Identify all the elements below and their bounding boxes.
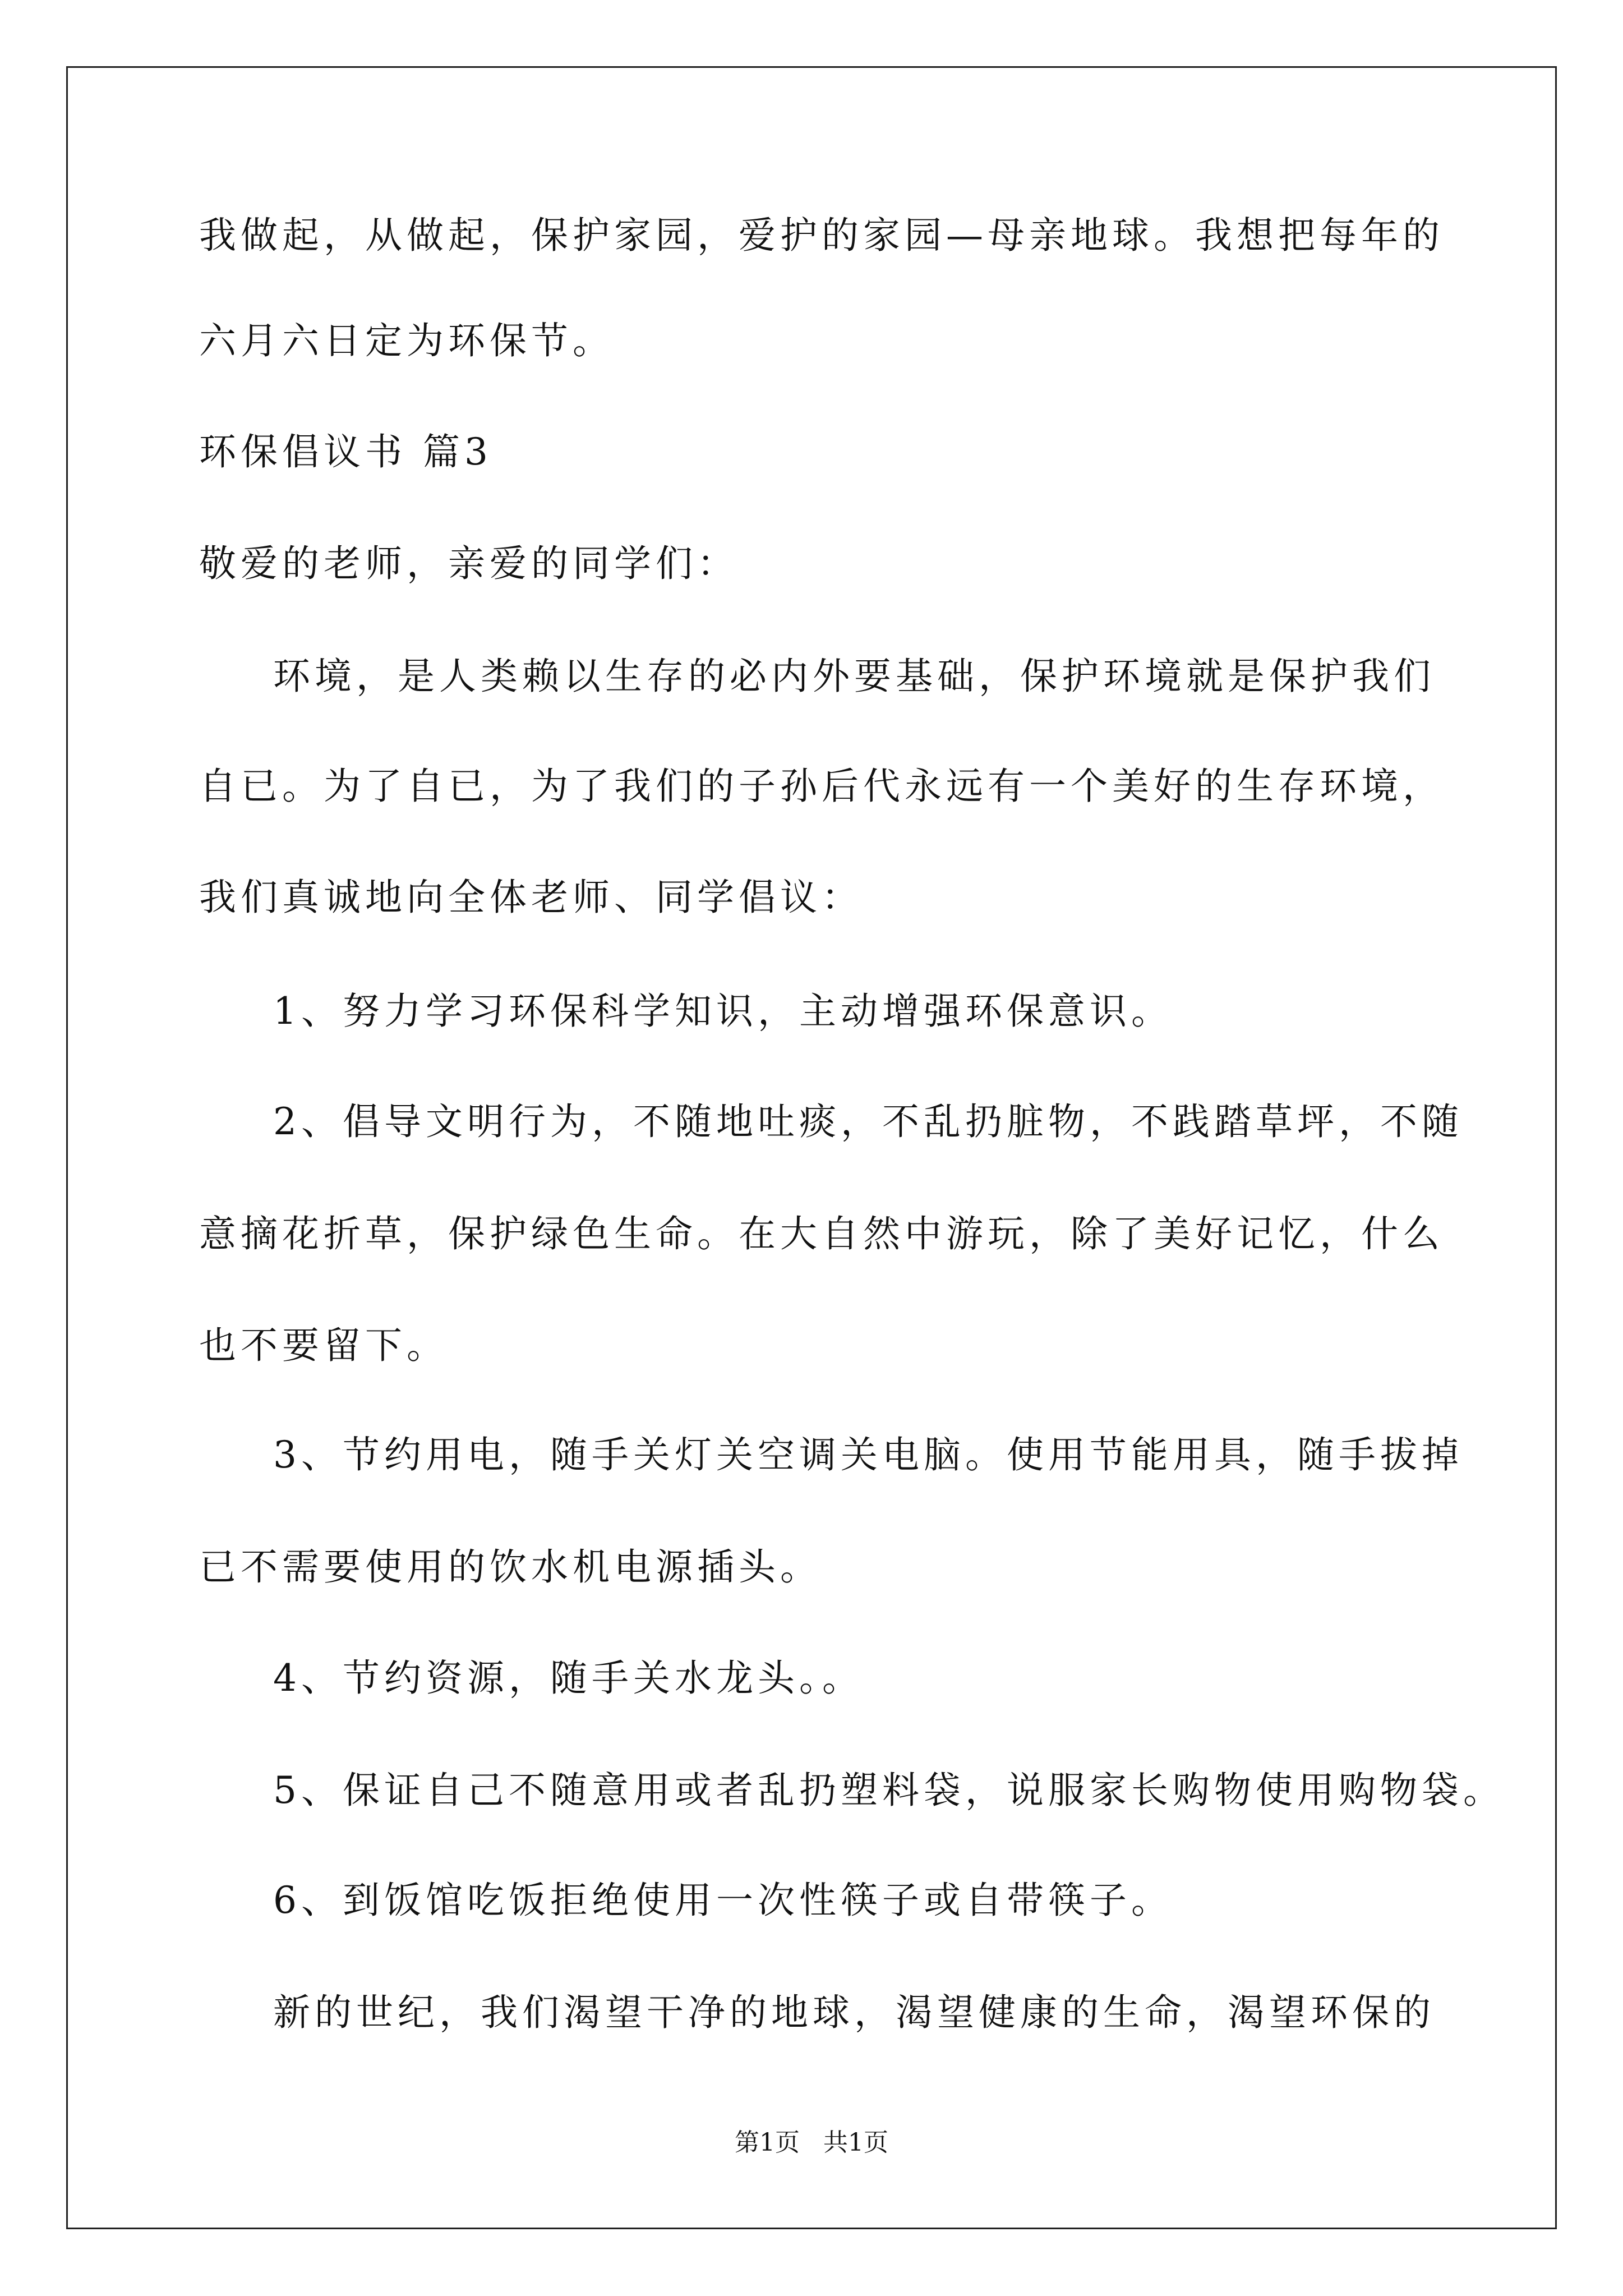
text-line: 自已。为了自已，为了我们的子孙后代永远有一个美好的生存环境， [199,765,1444,808]
section-heading: 环保倡议书 篇3 [199,430,492,473]
text-line: 也不要留下。 [199,1324,448,1367]
list-item: 5、保证自己不随意用或者乱扔塑料袋，说服家长购物使用购物袋。 [273,1769,1505,1812]
text-line: 环境，是人类赖以生存的必内外要基础，保护环境就是保护我们 [273,655,1435,698]
text-line: 已不需要使用的饮水机电源插头。 [199,1545,822,1589]
text-line: 新的世纪，我们渴望干净的地球，渴望健康的生命，渴望环保的 [273,1991,1435,2034]
text-line: 意摘花折草，保护绿色生命。在大自然中游玩，除了美好记忆，什么 [199,1212,1444,1255]
text-line: 我做起，从做起，保护家园，爱护的家园—母亲地球。我想把每年的 [199,214,1444,257]
page-footer: 第1页 共1页 [735,2128,888,2157]
list-item: 3、节约用电，随手关灯关空调关电脑。使用节能用具，随手拔掉 [273,1433,1463,1476]
text-line: 我们真诚地向全体老师、同学倡议： [199,876,863,919]
list-item: 6、到饭馆吃饭拒绝使用一次性筷子或自带筷子。 [273,1879,1173,1922]
list-item: 4、节约资源，随手关水龙头。。 [273,1657,864,1700]
list-item: 1、努力学习环保科学知识，主动增强环保意识。 [273,990,1173,1033]
salutation: 敬爱的老师，亲爱的同学们： [199,542,739,585]
list-item: 2、倡导文明行为，不随地吐痰，不乱扔脏物，不践踏草坪，不随 [273,1100,1463,1143]
text-line: 六月六日定为环保节。 [199,319,614,362]
